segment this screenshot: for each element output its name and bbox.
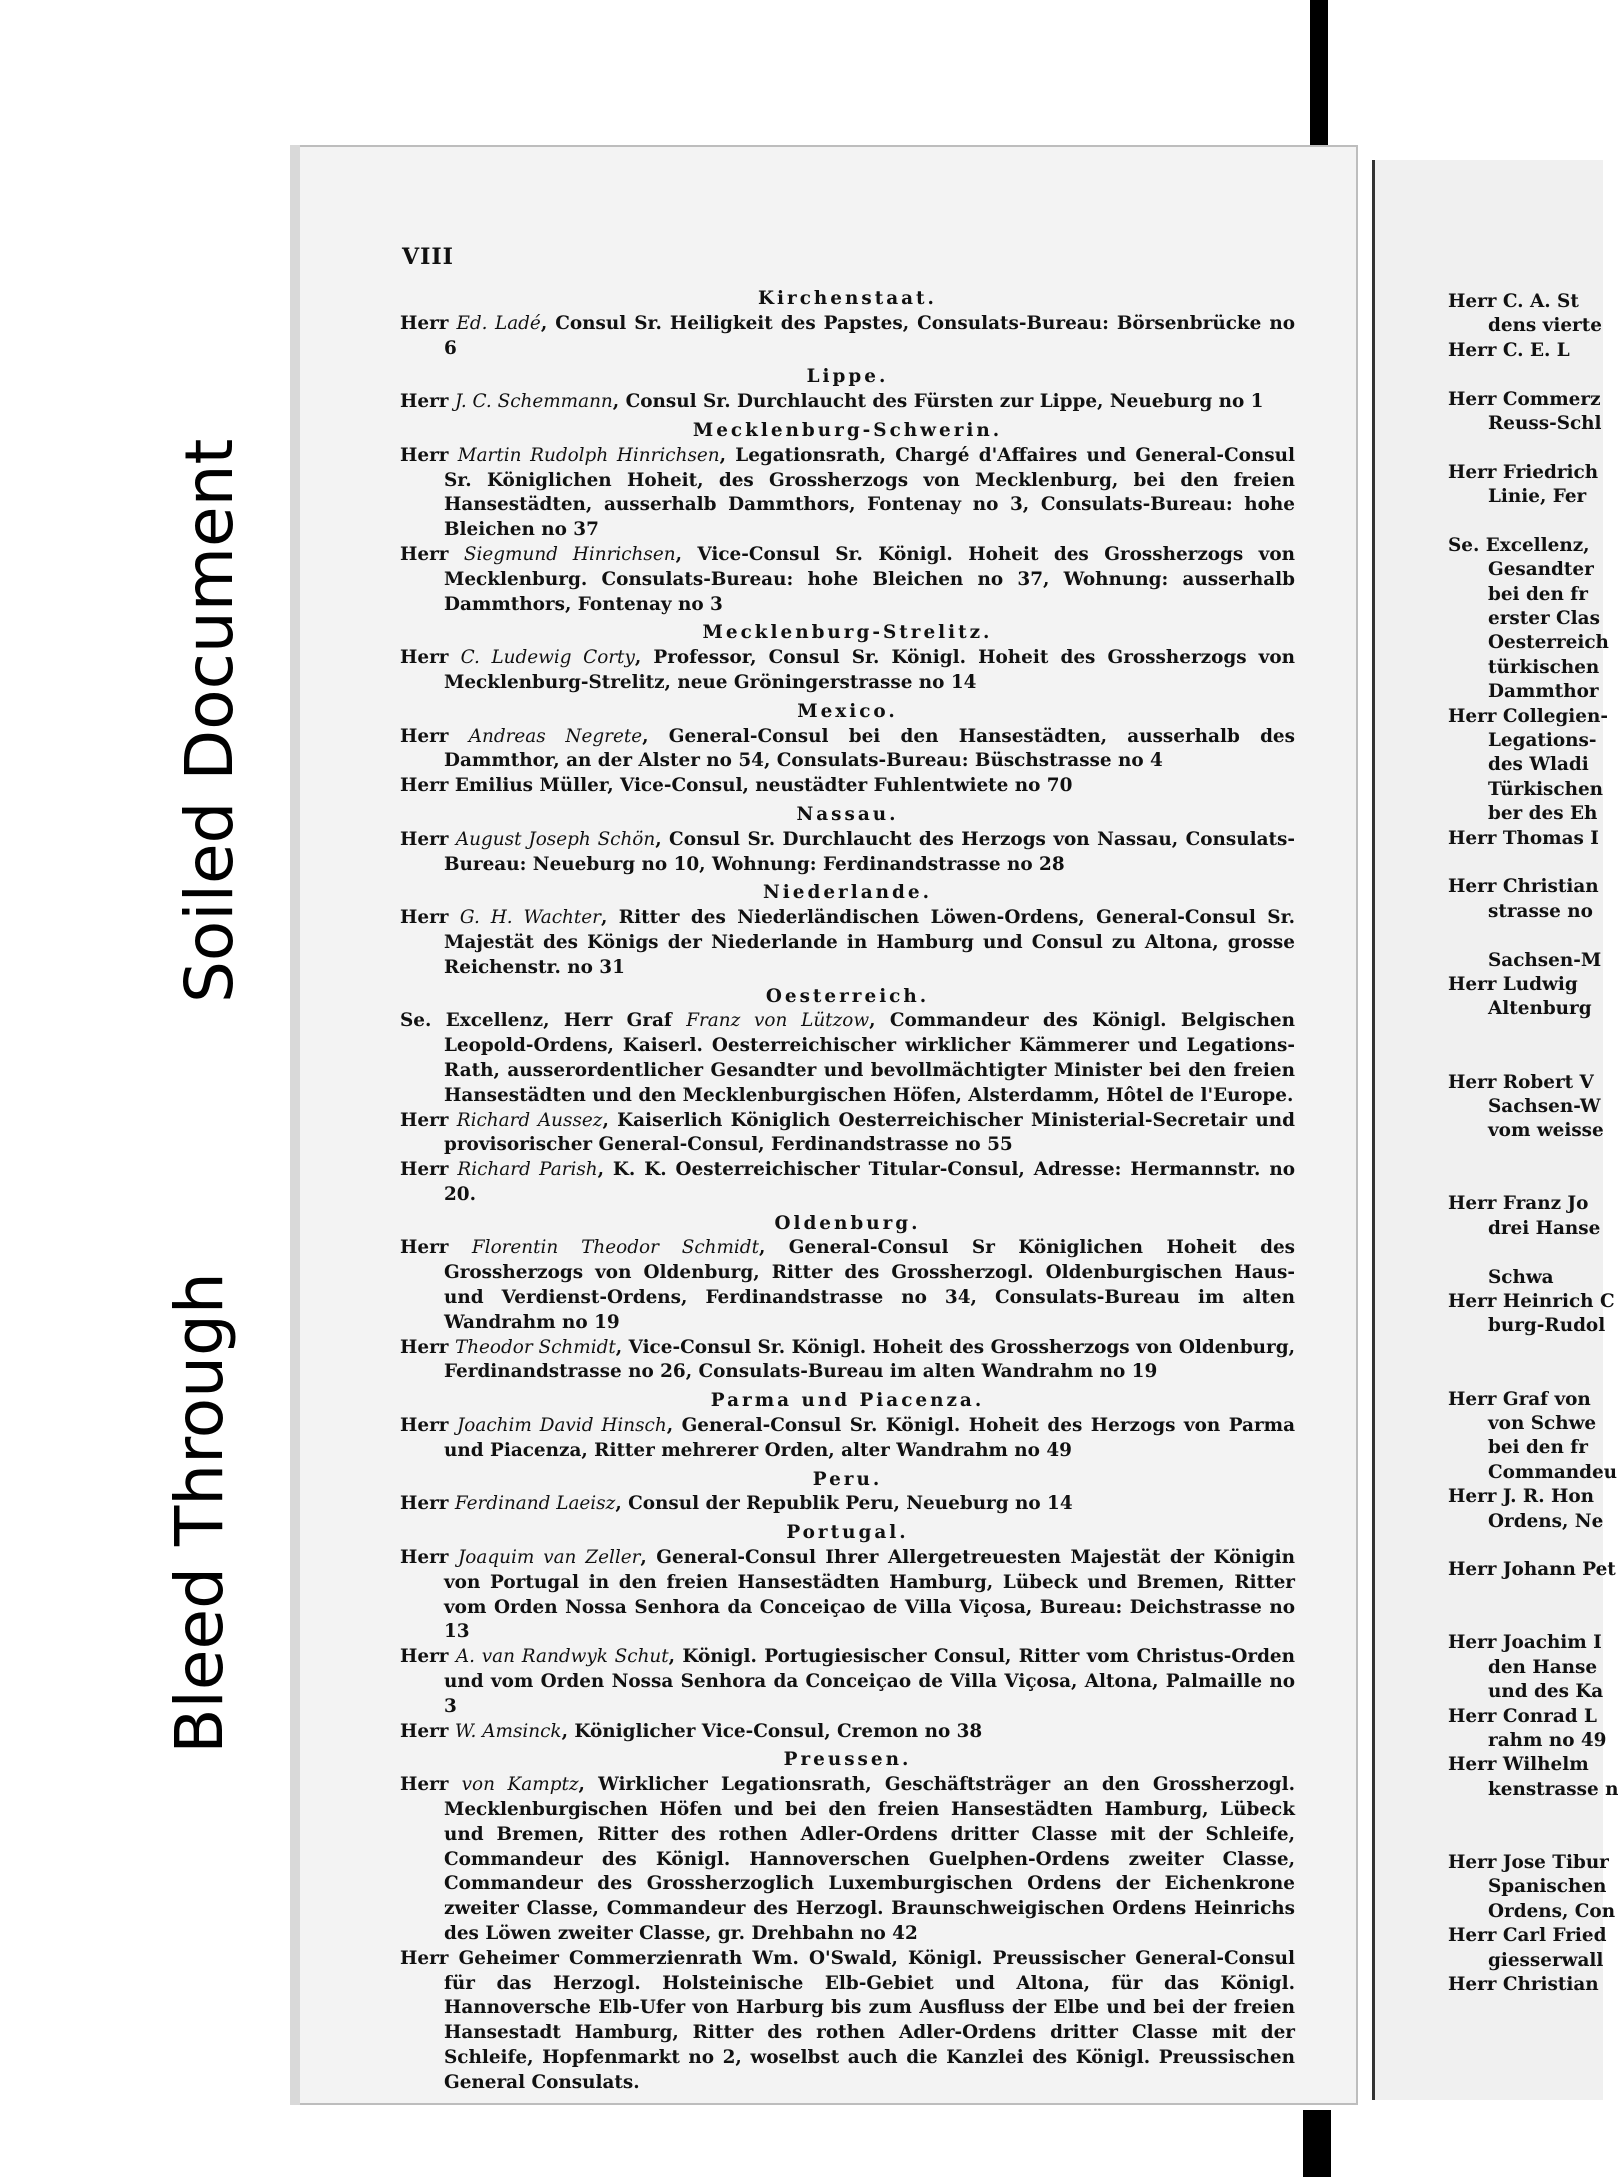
consul-entry: [400, 774, 1295, 799]
right-page-line: erster Clas: [1488, 608, 1600, 630]
right-page-line: bei den fr: [1488, 1437, 1588, 1459]
right-page-line: [1488, 924, 1600, 948]
entry-person-name: Martin Rudolph Hinrichsen: [457, 444, 720, 466]
right-page-line: Herr Wilhelm: [1448, 1754, 1589, 1776]
right-page-line: Herr Heinrich C: [1448, 1291, 1615, 1313]
entry-person-name: A. van Randwyk Schut: [455, 1646, 669, 1668]
entry-prefix: Herr: [400, 647, 449, 669]
scan-dark-strip-bottom: [1303, 2110, 1331, 2177]
right-page-line: [1488, 1607, 1600, 1631]
entry-text: , General-Consul Sr. Königl. Hoheit des Herzogs von Parma und Piacenza, Ritter mehrerer Orden, alter Wandrahm no 49: [444, 1415, 1296, 1461]
right-page-line: Herr Christian: [1448, 1973, 1599, 1995]
entry-text: , General-Consul bei den Hansestädten, ausserhalb des Dammthor, an der Alster no 54, Consulats-Bureau: Büschstrasse no 4: [444, 725, 1295, 772]
right-page-line: Reuss-Schl: [1488, 412, 1602, 434]
entry-text: , Legationsrath, Chargé d'Affaires und General-Consul Sr. Königlichen Hoheit, des Grossherzogs von Mecklenburg, bei den freien Hansestädten, ausserhalb Dammthors, Fontenay no 3, Consulats-Bureau: hohe Bleichen no 37: [444, 444, 1296, 541]
consul-entry: [400, 1109, 1295, 1159]
right-page-line: [1488, 1168, 1600, 1192]
right-page-line: [1488, 436, 1600, 460]
consul-entry: [400, 1720, 1295, 1745]
right-page-line: Sachsen-M: [1488, 949, 1602, 971]
entry-text: , Professor, Consul Sr. Königl. Hoheit des Grossherzogs von Mecklenburg-Strelitz, neue Gröningerstrasse no 14: [444, 647, 1296, 693]
right-page-line: [1488, 1241, 1600, 1265]
entry-text: , Consul Sr. Durchlaucht des Fürsten zur Lippe, Neueburg no 1: [612, 391, 1264, 413]
entry-person-name: Franz von Lützow: [686, 1010, 870, 1032]
entry-text: , Vice-Consul Sr. Königl. Hoheit des Grossherzogs von Mecklenburg. Consulats-Bureau: hohe Bleichen no 37, Wohnung: ausserhalb Dammthors, Fontenay no 3: [444, 543, 1295, 615]
entry-text: , Kaiserlich Königlich Oesterreichischer Ministerial-Secretair und provisorischer General-Consul, Ferdinandstrasse no 55: [444, 1109, 1295, 1156]
entry-prefix: Herr: [400, 1415, 449, 1437]
entry-text: , General-Consul Ihrer Allergetreuesten Majestät der Königin von Portugal in den freien Hansestädten Hamburg, Lübeck und Bremen, Ritter vom Orden Nossa Senhora da Conceiçao de Villa Viçosa, Bureau: Deichstrasse no 13: [444, 1547, 1295, 1643]
consul-entry: [400, 444, 1295, 543]
entry-prefix: Herr: [400, 1646, 449, 1668]
right-page-line: Herr Robert V: [1448, 1071, 1594, 1093]
entry-prefix: Herr: [400, 725, 449, 747]
right-page-line: [1488, 1046, 1600, 1070]
right-page-content: [1448, 290, 1618, 1997]
right-page-line: [1488, 1802, 1600, 1826]
right-page-line: Herr J. R. Hon: [1448, 1486, 1595, 1508]
entry-text: Geheimer Commerzienrath Wm. O'Swald, Königl. Preussischer General-Consul für das Herzogl. Holsteinische Elb-Gebiet und Altona, für das Königl. Hannoversche Elb-Ufer von Harburg bis zum Ausfluss der Elbe und bei der freien Hansestadt Hamburg, Ritter des rothen Adler-Ordens dritter Classe mit der Schleife, Hopfenmarkt no 2, woselbst auch die Kanzlei des Königl. Preussischen General Consulats.: [444, 1947, 1295, 2093]
right-page-line: den Hanse: [1488, 1656, 1598, 1678]
right-page-line: dens vierte: [1488, 315, 1602, 337]
entry-prefix: Herr: [400, 907, 449, 929]
section-title: Nassau.: [796, 803, 899, 825]
right-page-line: Herr Jose Tibur: [1448, 1852, 1609, 1873]
consul-entry: [400, 646, 1295, 696]
consul-entry: [400, 1773, 1295, 1947]
section-title: Mexico.: [797, 700, 898, 722]
entry-text: , Commandeur des Königl. Belgischen Leopold-Ordens, Kaiserl. Oesterreichischer wirklicher Kämmerer und Legations-Rath, ausserordentlicher Gesandter und bevollmächtigter Minister bei den freien Hansestädten und den Mecklenburgischen Höfen, Alsterdamm, Hôtel de l'Europe.: [444, 1010, 1295, 1106]
right-page-line: Dammthor: [1488, 681, 1599, 703]
entry-text: , Ritter des Niederländischen Löwen-Ordens, General-Consul Sr. Majestät des Königs der Niederlande in Hamburg und Consul zu Altona, grosse Reichenstr. no 31: [444, 907, 1295, 978]
entry-person-name: J. C. Schemmann: [454, 391, 613, 413]
entry-prefix: Herr: [400, 1774, 449, 1796]
consul-entry: [400, 725, 1295, 775]
right-page-line: Herr C. E. L: [1448, 339, 1570, 361]
right-page-line: [1488, 1363, 1600, 1387]
right-page-line: und des Ka: [1488, 1681, 1604, 1703]
right-page-line: Herr Christian: [1448, 876, 1599, 898]
entry-text: , K. K. Oesterreichischer Titular-Consul, Adresse: Hermannstr. no 20.: [444, 1159, 1296, 1205]
right-page-line: Commandeu: [1488, 1461, 1618, 1483]
right-page-line: strasse no: [1488, 900, 1593, 922]
right-page-line: Herr Graf von: [1448, 1388, 1591, 1410]
right-page-line: türkischen: [1488, 656, 1600, 678]
consul-entry: [400, 1546, 1295, 1645]
right-page-line: vom weisse: [1488, 1120, 1604, 1142]
right-page-line: Herr Commerz: [1448, 388, 1601, 410]
right-page-line: rahm no 49: [1488, 1730, 1607, 1752]
entry-prefix: Herr: [400, 1109, 449, 1131]
consul-entry: [400, 1645, 1295, 1719]
right-page-line: kenstrasse n: [1488, 1778, 1618, 1800]
right-page-line: Herr Friedrich: [1448, 461, 1599, 483]
page-content: [400, 283, 1295, 2096]
right-page-line: Sachsen-W: [1488, 1095, 1601, 1117]
entry-text: , Vice-Consul Sr. Königl. Hoheit des Grossherzogs von Oldenburg, Ferdinandstrasse no 26, Consulats-Bureau im alten Wandrahm no 19: [444, 1336, 1295, 1383]
section-title: Oldenburg.: [774, 1212, 921, 1234]
right-page-line: Ordens, Ne: [1488, 1510, 1604, 1532]
consul-entry: [400, 1336, 1295, 1386]
right-page-line: von Schwe: [1488, 1412, 1597, 1434]
section-title: Portugal.: [786, 1522, 909, 1544]
entry-prefix: Herr: [400, 1547, 449, 1569]
right-page-line: Schwa: [1488, 1266, 1554, 1288]
entry-prefix: Herr: [400, 1947, 449, 1969]
consul-entry: [400, 1236, 1295, 1335]
entry-person-name: Siegmund Hinrichsen: [463, 543, 676, 565]
entry-person-name: C. Ludewig Corty: [460, 647, 635, 669]
entry-person-name: Andreas Negrete: [468, 725, 643, 747]
entry-person-name: August Joseph Schön: [455, 828, 656, 850]
right-page-line: drei Hanse: [1488, 1217, 1601, 1239]
entry-text: , Königlicher Vice-Consul, Cremon no 38: [561, 1720, 983, 1742]
right-page-line: bei den fr: [1488, 583, 1588, 605]
entry-prefix: Herr: [400, 543, 449, 565]
right-page-line: Herr Collegien-: [1448, 705, 1608, 727]
section-title: Oesterreich.: [765, 985, 930, 1007]
consul-entry: [400, 1414, 1295, 1464]
right-page-line: [1488, 1534, 1600, 1558]
right-page-line: [1488, 510, 1600, 534]
entry-text: , Consul der Republik Peru, Neueburg no 14: [615, 1493, 1073, 1515]
right-page-line: Se. Excellenz,: [1448, 534, 1590, 556]
entry-prefix: Herr: [400, 1493, 449, 1515]
soiled-document-stamp: Soiled Document: [171, 438, 248, 1003]
consul-entry: [400, 828, 1295, 878]
right-page-line: Linie, Fer: [1488, 486, 1587, 508]
entry-prefix: Herr: [400, 1237, 449, 1259]
entry-text: , Königl. Portugiesischer Consul, Ritter vom Christus-Orden und vom Orden Nossa Senhora da Conceiçao de Villa Viçosa, Altona, Palmaille no 3: [444, 1646, 1296, 1717]
consul-entry: [400, 1947, 1295, 2096]
consul-entry: [400, 1492, 1295, 1517]
section-title: Preussen.: [783, 1749, 912, 1771]
right-page-line: [1488, 851, 1600, 875]
section-title: Peru.: [812, 1468, 883, 1490]
entry-prefix: Herr: [400, 391, 449, 413]
right-page-line: Oesterreich: [1488, 632, 1609, 654]
right-page-line: Legations-: [1488, 730, 1597, 752]
right-page-line: Altenburg: [1488, 998, 1592, 1020]
entry-person-name: Ferdinand Laeisz: [454, 1493, 616, 1515]
right-page-line: Herr Thomas I: [1448, 827, 1599, 849]
left-page-edge: [290, 145, 300, 2105]
right-page-line: Türkischen: [1488, 778, 1604, 800]
entry-prefix: Herr: [400, 775, 449, 797]
right-page-line: burg-Rudol: [1488, 1315, 1606, 1337]
right-page-line: Herr Ludwig: [1448, 973, 1578, 995]
right-page-line: Gesandter: [1488, 559, 1594, 581]
section-title: Niederlande.: [763, 882, 932, 904]
entry-prefix: Herr: [400, 312, 449, 334]
right-page-line: Ordens, Con: [1488, 1900, 1616, 1922]
entry-prefix: Herr: [400, 1720, 449, 1742]
right-page-line: des Wladi: [1488, 754, 1589, 776]
right-page-line: Herr Joachim I: [1448, 1632, 1602, 1654]
right-page-line: ber des Eh: [1488, 803, 1598, 825]
consul-entry: [400, 906, 1295, 980]
consul-entry: [400, 1158, 1295, 1208]
right-page-line: Herr Johann Pet: [1448, 1559, 1616, 1581]
entry-prefix: Herr: [400, 1159, 449, 1181]
consul-entry: [400, 312, 1295, 362]
entry-text: , Consul Sr. Durchlaucht des Herzogs von Nassau, Consulats-Bureau: Neueburg no 10, Wohnung: Ferdinandstrasse no 28: [444, 828, 1295, 875]
bleed-through-stamp: Bleed Through: [161, 1272, 238, 1754]
entry-text: Emilius Müller, Vice-Consul, neustädter Fuhlentwiete no 70: [454, 775, 1073, 797]
entry-text: , Consul Sr. Heiligkeit des Papstes, Consulats-Bureau: Börsenbrücke no 6: [444, 312, 1296, 359]
right-page-line: [1488, 1022, 1600, 1046]
entry-prefix: Herr: [400, 444, 449, 466]
entry-prefix: Se. Excellenz, Herr Graf: [400, 1010, 672, 1032]
entry-person-name: von Kamptz: [461, 1774, 579, 1796]
entry-text: , Wirklicher Legationsrath, Geschäftsträger an den Grossherzogl. Mecklenburgischen Höfen und bei den freien Hansestädten Hamburg, Lübeck und Bremen, Ritter des rothen Adler-Ordens dritter Classe mit der Schleife, Commandeur des Königl. Hannoverschen Guelphen-Ordens zweiter Classe, Commandeur des Grossherzoglich Luxemburgischen Ordens der Eichenkrone zweiter Classe, Commandeur des Herzogl. Braunschweigischen Ordens Heinrichs des Löwen zweiter Classe, gr. Drehbahn no 42: [444, 1774, 1295, 1944]
entry-person-name: Richard Parish: [457, 1159, 598, 1181]
right-page-line: [1488, 1339, 1600, 1363]
entry-person-name: Joaquim van Zeller: [457, 1547, 641, 1569]
right-page-line: Herr Conrad L: [1448, 1705, 1597, 1727]
entry-text: , General-Consul Sr Königlichen Hoheit des Grossherzogs von Oldenburg, Ritter des Grossherzogl. Oldenburgischen Haus- und Verdienst-Ordens, Ferdinandstrasse no 34, Consulats-Bureau im alten Wandrahm no 19: [444, 1237, 1296, 1333]
entry-prefix: Herr: [400, 828, 449, 850]
entry-person-name: G. H. Wachter: [459, 907, 601, 929]
right-page-line: giesserwall: [1488, 1949, 1604, 1971]
consul-entry: [400, 543, 1295, 617]
section-title: Lippe.: [806, 366, 889, 388]
right-page-line: Spanischen: [1488, 1876, 1607, 1898]
right-page-line: Herr Carl Fried: [1448, 1925, 1607, 1947]
scan-dark-strip-top: [1310, 0, 1328, 150]
right-page-line: [1488, 1144, 1600, 1168]
section-title: Mecklenburg-Strelitz.: [702, 622, 993, 644]
right-page-line: Herr C. A. St: [1448, 291, 1579, 312]
entry-person-name: Florentin Theodor Schmidt: [471, 1237, 759, 1259]
consul-entry: [400, 1009, 1295, 1108]
right-page-line: [1488, 1827, 1600, 1851]
entry-prefix: Herr: [400, 1336, 449, 1358]
entry-person-name: Ed. Ladé: [456, 312, 541, 334]
right-page-line: [1488, 363, 1600, 387]
entry-person-name: Joachim David Hinsch: [456, 1415, 667, 1437]
entry-person-name: Richard Aussez: [456, 1109, 603, 1131]
entry-person-name: W. Amsinck: [454, 1720, 562, 1742]
right-page-line: [1488, 1583, 1600, 1607]
right-page-line: Herr Franz Jo: [1448, 1193, 1589, 1215]
section-title: Parma und Piacenza.: [710, 1390, 985, 1412]
section-title: Mecklenburg-Schwerin.: [692, 419, 1003, 441]
page-number: VIII: [402, 244, 454, 270]
entry-person-name: Theodor Schmidt: [454, 1336, 616, 1358]
consul-entry: [400, 390, 1295, 415]
section-title: Kirchenstaat.: [758, 288, 937, 309]
